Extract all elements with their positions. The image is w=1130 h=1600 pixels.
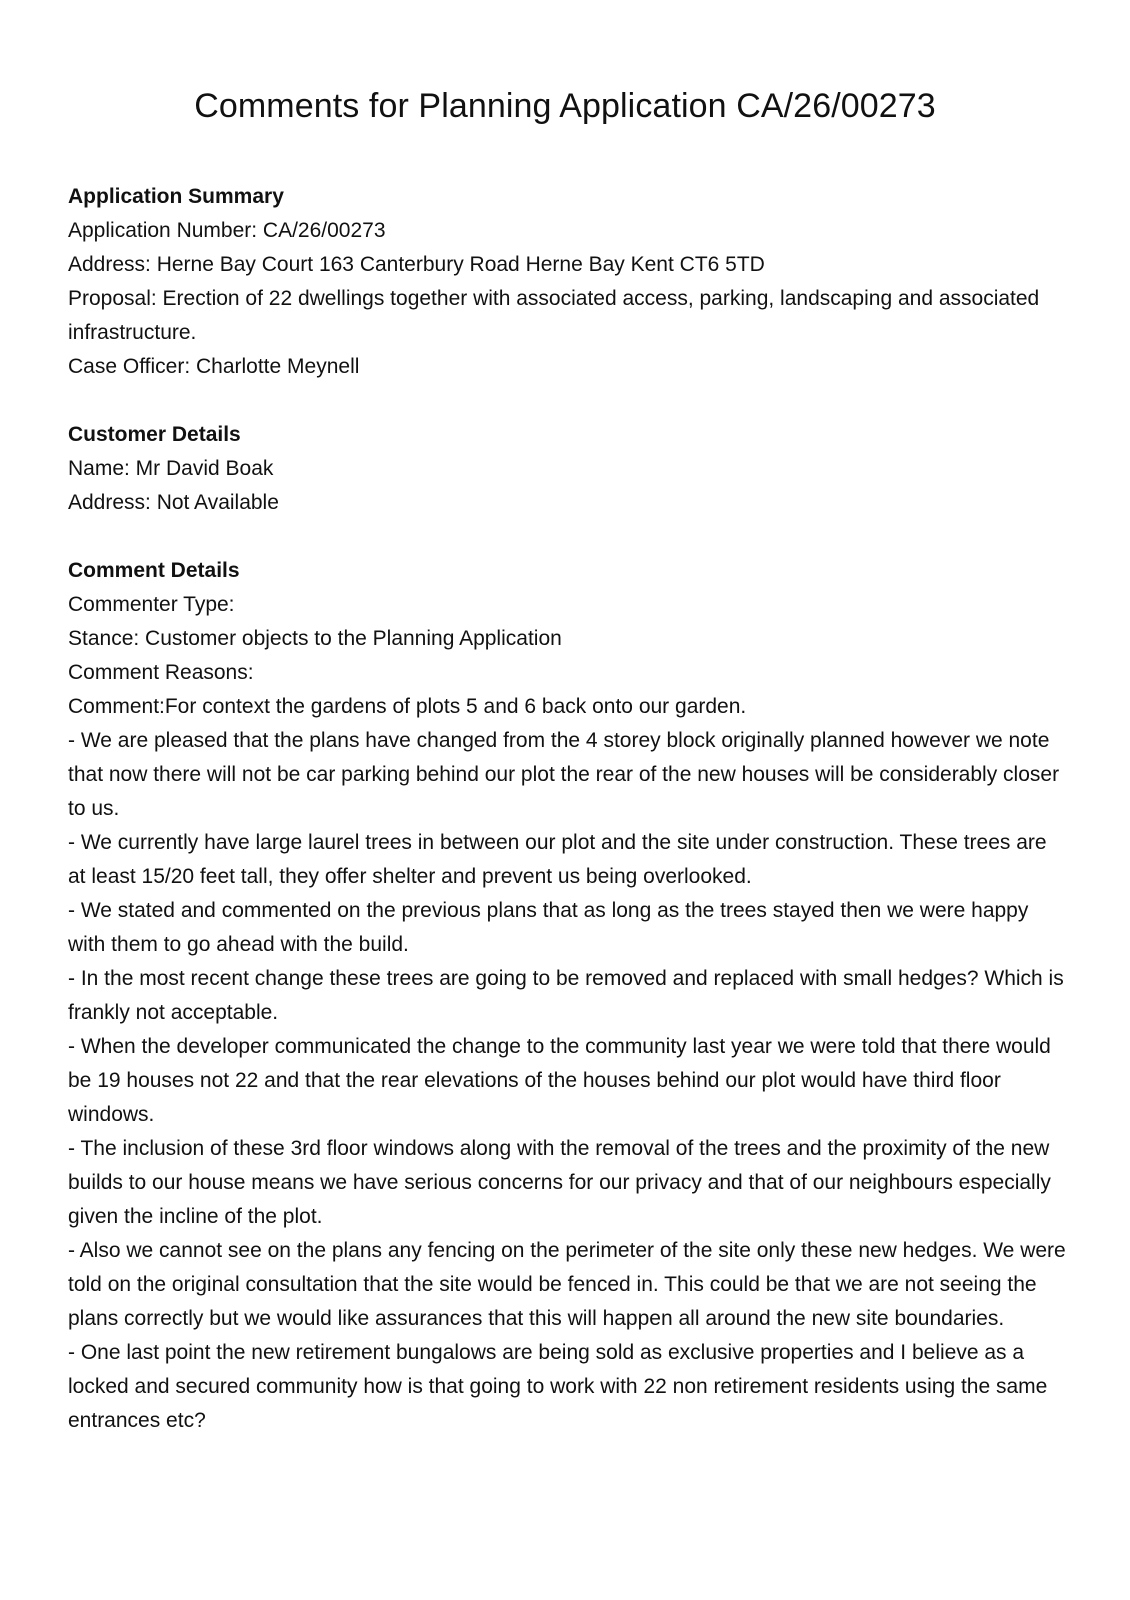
customer-name: Name: Mr David Boak (68, 457, 274, 480)
commenter-type: Commenter Type: (68, 593, 235, 616)
comment-point: - We currently have large laurel trees in between our plot and the site under construction. These trees are at least 15/20 feet tall, they offer shelter and prevent us being overlooked. (68, 831, 1047, 888)
comment-intro: Comment:For context the gardens of plots 5 and 6 back onto our garden. (68, 695, 747, 718)
comment-point: - In the most recent change these trees are going to be removed and replaced with small hedges? Which is frankly not acceptable. (68, 967, 1064, 1024)
section-spacer (68, 520, 1068, 554)
customer-details-section (68, 418, 1068, 520)
application-address: Address: Herne Bay Court 163 Canterbury Road Herne Bay Kent CT6 5TD (68, 253, 765, 276)
comment-point: - One last point the new retirement bungalows are being sold as exclusive properties and I believe as a locked and secured community how is that going to work with 22 non retirement residents using the same entrances etc? (68, 1341, 1048, 1432)
section-spacer (68, 384, 1068, 418)
application-proposal: Proposal: Erection of 22 dwellings together with associated access, parking, landscaping and associated infrastructure. (68, 287, 1040, 344)
application-summary-section (68, 180, 1068, 384)
comment-point: - When the developer communicated the change to the community last year we were told that there would be 19 houses not 22 and that the rear elevations of the houses behind our plot would have third floor windows. (68, 1035, 1051, 1126)
comment-point: - We stated and commented on the previous plans that as long as the trees stayed then we were happy with them to go ahead with the build. (68, 899, 1029, 956)
comment-point: - We are pleased that the plans have changed from the 4 storey block originally planned however we note that now there will not be car parking behind our plot the rear of the new houses will be considerably closer to us. (68, 729, 1060, 820)
case-officer: Case Officer: Charlotte Meynell (68, 355, 360, 378)
comment-point: - Also we cannot see on the plans any fencing on the perimeter of the site only these new hedges. We were told on the original consultation that the site would be fenced in. This could be that we are not seeing the plans correctly but we would like assurances that this will happen all around the new site boundaries. (68, 1239, 1066, 1330)
comment-reasons: Comment Reasons: (68, 661, 254, 684)
document-body (68, 180, 1068, 1438)
page-title: Comments for Planning Application CA/26/00273 (194, 87, 936, 125)
comment-stance: Stance: Customer objects to the Planning Application (68, 627, 562, 650)
application-summary-heading: Application Summary (68, 185, 284, 208)
application-number: Application Number: CA/26/00273 (68, 219, 386, 242)
comment-details-heading: Comment Details (68, 559, 240, 582)
comment-point: - The inclusion of these 3rd floor windows along with the removal of the trees and the proximity of the new builds to our house means we have serious concerns for our privacy and that of our neighbours especially given the incline of the plot. (68, 1137, 1051, 1228)
comment-details-section (68, 554, 1068, 1438)
customer-details-heading: Customer Details (68, 423, 241, 446)
customer-address: Address: Not Available (68, 491, 279, 514)
